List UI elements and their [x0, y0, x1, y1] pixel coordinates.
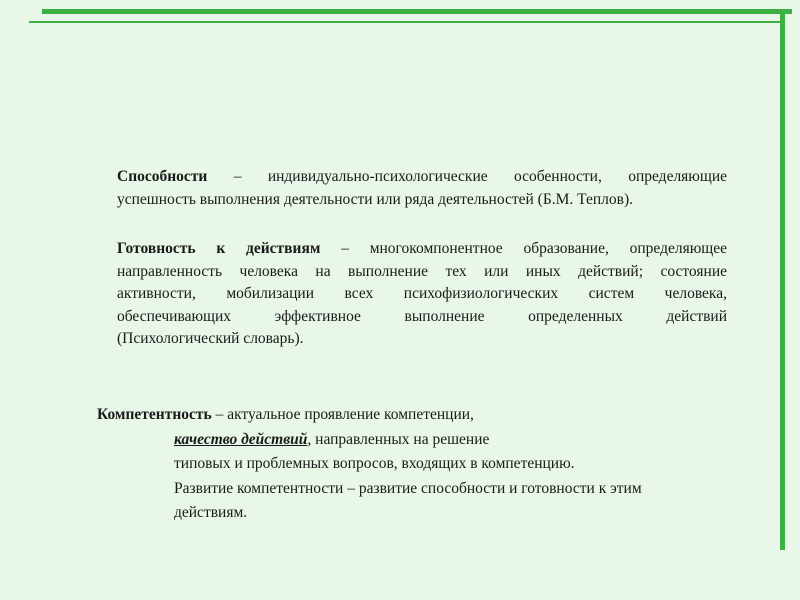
readiness-line-4: обеспечивающих эффективное выполнение определенных действий [117, 307, 727, 325]
abilities-line-2: успешность выполнения деятельности или ряда деятельностей (Б.М. Теплов). [117, 190, 634, 208]
quality-of-actions-term: качество действий [174, 430, 308, 448]
readiness-term: Готовность к действиям [117, 240, 321, 257]
readiness-line-2: направленность человека на выполнение тех или иных действий; состояние [117, 262, 727, 280]
abilities-line-1: Способности – индивидуально-психологические особенности, определяющие [117, 168, 727, 185]
definition-readiness [117, 238, 727, 351]
competence-line-3: типовых и проблемных вопросов, входящих в компетенцию. [174, 455, 575, 472]
abilities-term: Способности [117, 168, 208, 185]
competence-line-2: качество действий, направленных на решение [174, 430, 490, 448]
readiness-line-3: активности, мобилизации всех психофизиологических систем человека, [117, 285, 727, 302]
competence-term: Компетентность [97, 406, 212, 423]
competence-line-1: Компетентность – актуальное проявление компетенции, [97, 406, 474, 423]
top-rule-thin [29, 21, 784, 23]
competence-line-5: действиям. [174, 504, 248, 521]
definition-abilities [117, 166, 727, 211]
readiness-line-1: Готовность к действиям – многокомпонентное образование, определяющее [117, 240, 727, 257]
right-rule [780, 10, 785, 550]
top-rule-thick [42, 9, 792, 14]
readiness-line-5: (Психологический словарь). [117, 330, 304, 347]
competence-line-4: Развитие компетентности – развитие способности и готовности к этим [174, 479, 642, 497]
definition-competence [97, 403, 717, 526]
